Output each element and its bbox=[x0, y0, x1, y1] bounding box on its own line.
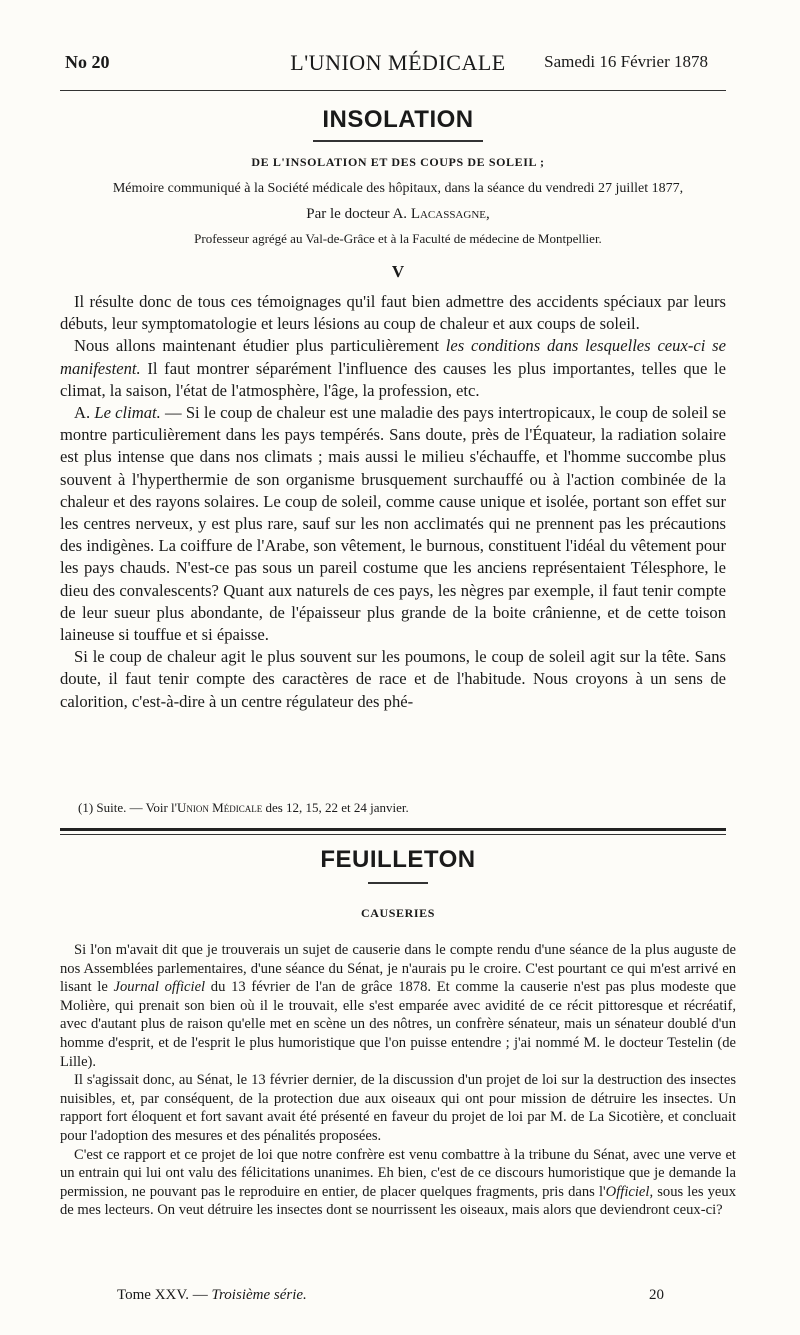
article-subtitle: DE L'INSOLATION ET DES COUPS DE SOLEIL ; bbox=[251, 155, 545, 169]
paragraph: A. Le climat. — Si le coup de chaleur est une maladie des pays intertropicaux, le coup de soleil se montre particulièrement dans les pays tempérés. Sans doute, près de l'Équateur, la radiation solaire est plus intense que dans nos climats ; mais aussi le milieu s'échauffe, et l'homme succombe plus souvent à l'hyperthermie de son organisme brusquement surchauffé ou à l'action combinée de la chaleur et des rayons solaires. Le coup de soleil, comme cause unique et isolée, portant son effet sur les centres nerveux, y est plus rare, sauf sur les non acclimatés qui ne prennent pas les précautions des indigènes. La coiffure de l'Arabe, son vêtement, le burnous, constituent l'idéal du vêtement pour les pays chauds. N'est-ce pas sous un pareil costume que les anciens représentaient Télesphore, le dieu des convalescents? Quant aux naturels de ces pays, les nègres par exemple, il faut tenir compte de leur sueur plus abondante, de l'épaisseur plus grande de la boite crânienne, et de cette toison laineuse si touffue et si épaisse. bbox=[60, 403, 726, 645]
article-title: INSOLATION bbox=[322, 106, 474, 133]
volume-note: Tome XXV. — Troisième série. bbox=[117, 1287, 307, 1303]
page-number: 20 bbox=[649, 1287, 664, 1303]
title-rule bbox=[313, 140, 483, 142]
header-rule bbox=[60, 90, 726, 91]
feuilleton-body bbox=[60, 941, 736, 1220]
paragraph: Il s'agissait donc, au Sénat, le 13 février dernier, de la discussion d'un projet de loi sur la destruction des insectes nuisibles, et, par conséquent, de la protection due aux oiseaux qui ont pour mission de détruire les insectes. Un rapport fort éloquent et fort savant avait été présenté en faveur du projet de loi par M. de La Sicotière, et concluait pour l'adoption des mesures et des pénalités proposées. bbox=[60, 1072, 736, 1144]
memoire-note: Mémoire communiqué à la Société médicale des hôpitaux, dans la séance du vendredi 27 juillet 1877, bbox=[112, 181, 684, 196]
paragraph: Si le coup de chaleur agit le plus souvent sur les poumons, le coup de soleil agit sur la tête. Sans doute, il faut tenir compte des caractères de race et de l'habitude. Nous croyons à un sens de calorition, c'est-à-dire à un centre régulateur des phé- bbox=[60, 647, 726, 711]
feuilleton-rule bbox=[60, 828, 726, 831]
paragraph: Si l'on m'avait dit que je trouverais un sujet de causerie dans le compte rendu d'une séance de la plus auguste de nos Assemblées parlementaires, d'une séance du Sénat, je n'aurais pu le croire. C'est pourtant ce qui m'est arrivé en lisant le Journal officiel du 13 février de l'an de grâce 1878. Et comme la causerie n'est pas plus modeste que Molière, qui prenait son bien où il le trouvait, elle s'est emparée avec avidité de ce récit pittoresque et récréatif, avec d'autant plus de raison qu'elle met en scène un des nôtres, un confrère sénateur, mais un sénateur doublé d'un homme d'esprit, et de l'esprit le plus humoristique que l'on puisse entendre ; j'ai nommé M. le docteur Testelin (de Lille). bbox=[60, 942, 736, 1070]
page-header bbox=[60, 48, 736, 80]
article-author bbox=[60, 206, 736, 223]
paragraph: C'est ce rapport et ce projet de loi que notre confrère est venu combattre à la tribune du Sénat, avec une verve et un entrain qui lui ont valu des félicitations unanimes. Eh bien, c'est de ce discours humoristique que je demande la permission, ne pouvant pas le reproduire en entier, de placer quelques fragments, pris dans l'Officiel, sous les yeux de mes lecteurs. On veut détruire les insectes dont se nourrissent les oiseaux, mais alors que deviendront ceux-ci? bbox=[60, 1146, 736, 1219]
issue-date: Samedi 16 Février 1878 bbox=[544, 52, 708, 71]
author-title: Professeur agrégé au Val-de-Grâce et à la Faculté de médecine de Montpellier. bbox=[194, 231, 602, 246]
article-body bbox=[60, 291, 726, 713]
journal-page bbox=[60, 0, 736, 1335]
footnote: (1) Suite. — Voir l'Union Médicale des 12, 15, 22 et 24 janvier. bbox=[78, 800, 409, 815]
paragraph: Nous allons maintenant étudier plus particulièrement les conditions dans lesquelles ceux-ci se manifestent. Il faut montrer séparément l'influence des causes les plus importantes, telles que le climat, la saison, l'état de l'atmosphère, l'âge, la profession, etc. bbox=[60, 336, 726, 400]
feuilleton-title: FEUILLETON bbox=[320, 846, 476, 873]
journal-title: L'UNION MÉDICALE bbox=[290, 50, 506, 75]
author-name: Lacassagne, bbox=[410, 206, 490, 222]
paragraph: Il résulte donc de tous ces témoignages qu'il faut bien admettre des accidents spéciaux par leurs débuts, leur symptomatologie et leurs lésions au coup de chaleur et aux coups de soleil. bbox=[60, 292, 726, 334]
author-prefix: Par le docteur A. bbox=[306, 206, 411, 222]
section-mark: V bbox=[391, 262, 405, 281]
issue-number: No 20 bbox=[65, 52, 110, 72]
feuilleton-title-rule bbox=[368, 882, 428, 884]
feuilleton-rule bbox=[60, 834, 726, 835]
feuilleton-subtitle: CAUSERIES bbox=[360, 906, 436, 920]
